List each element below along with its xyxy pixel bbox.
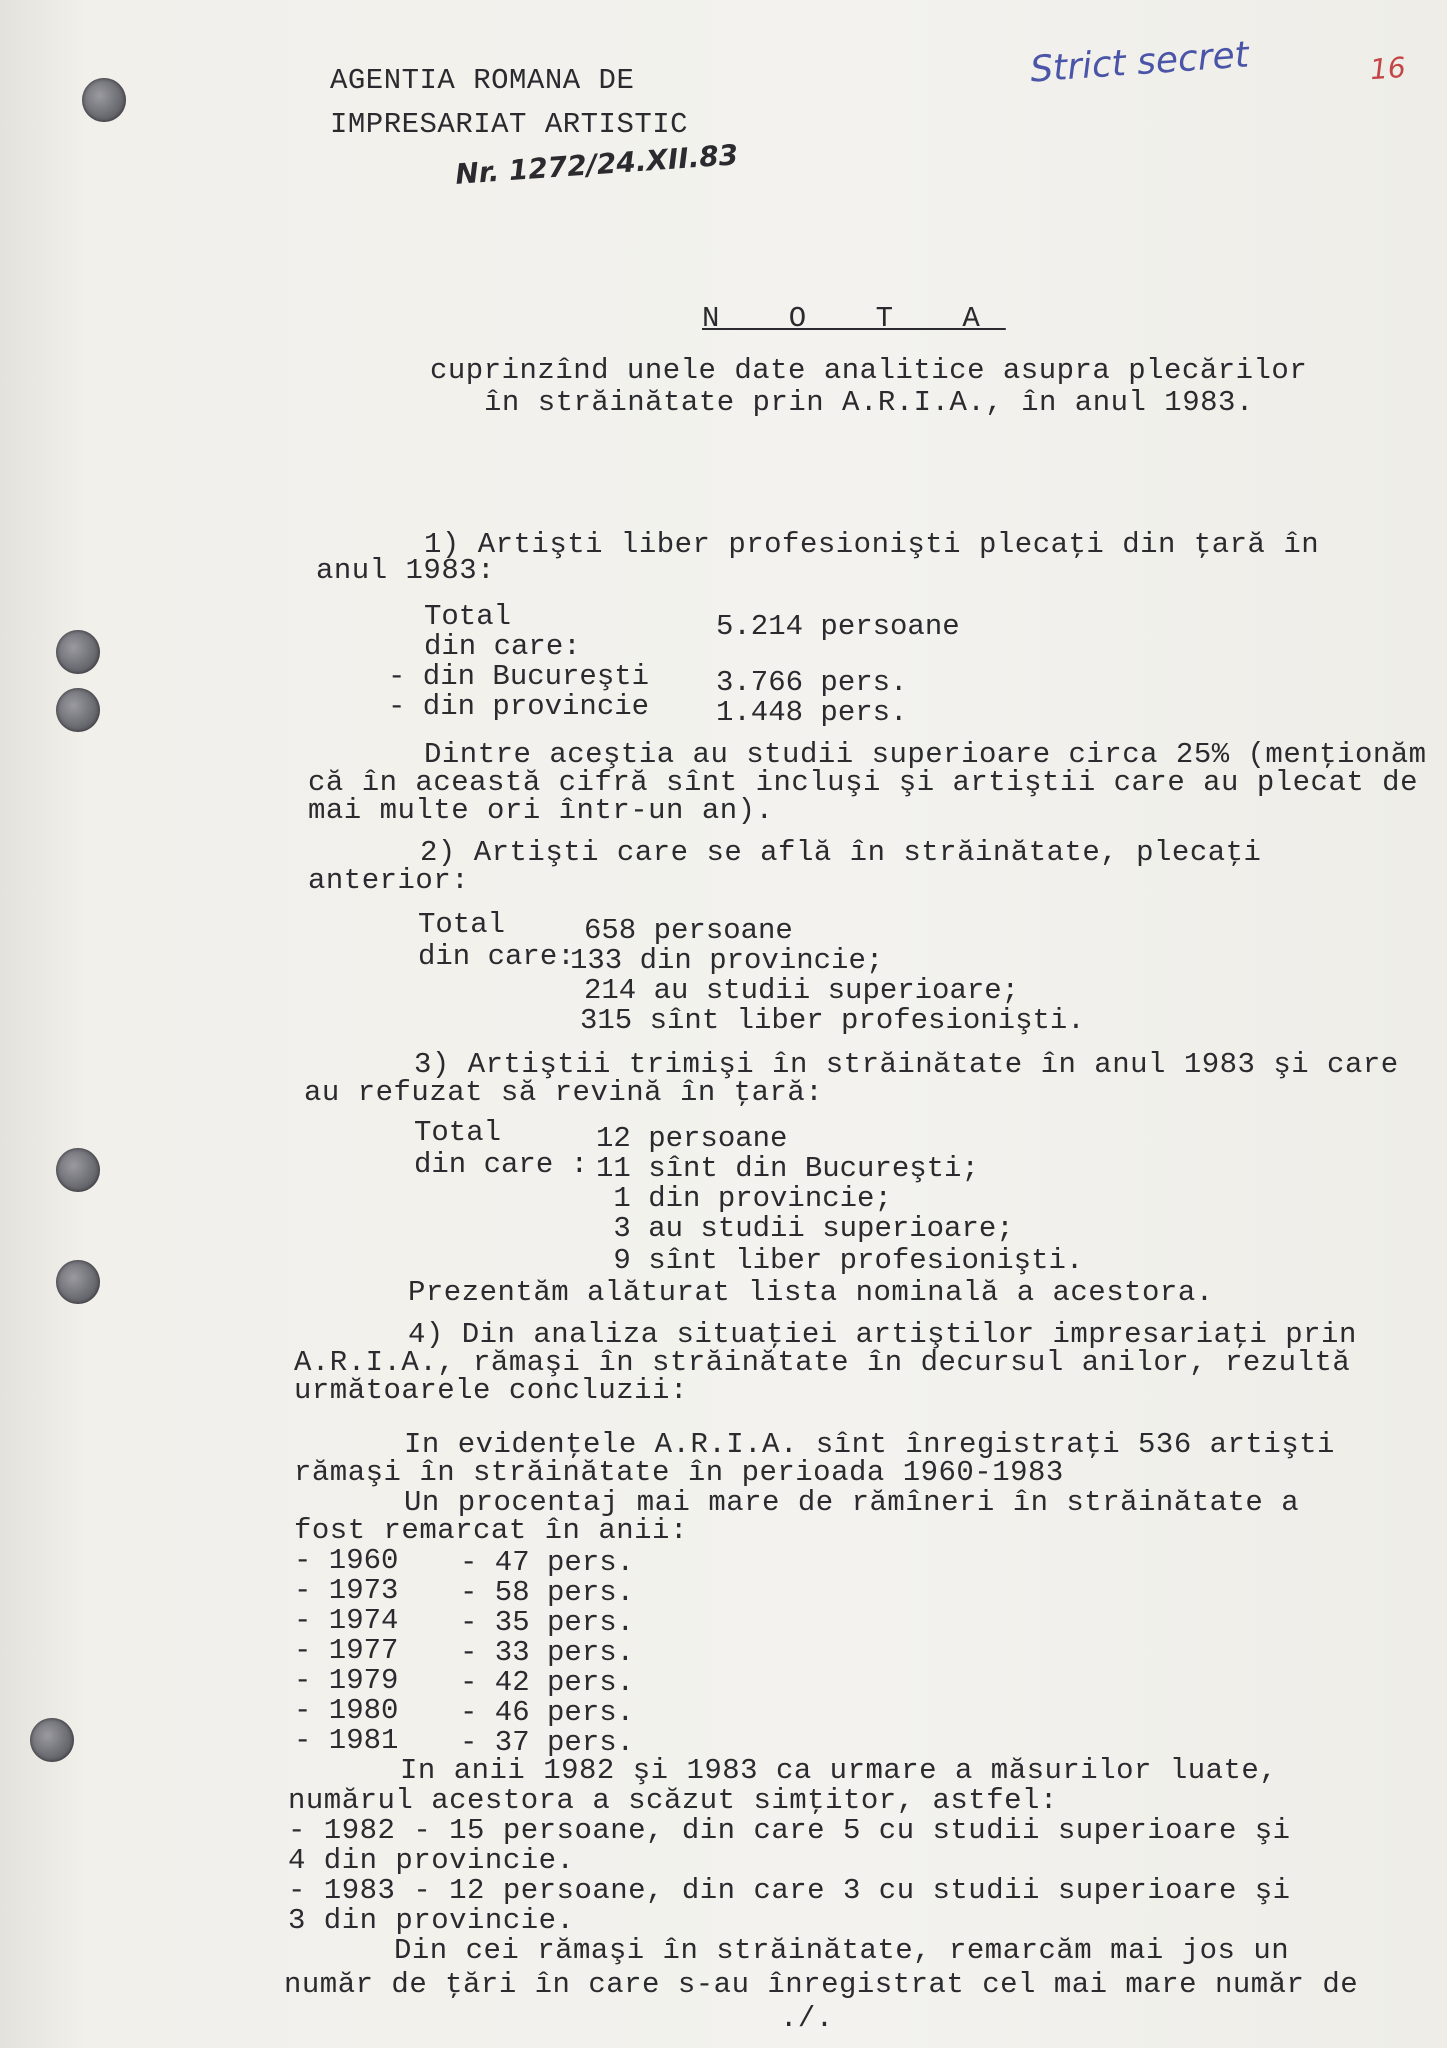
s1-value: 3.766 pers.	[716, 666, 908, 699]
subtitle-line-2: în străinătate prin A.R.I.A., în anul 1983.	[484, 386, 1254, 419]
subtitle-line-1: cuprinzînd unele date analitice asupra plecărilor	[430, 354, 1308, 387]
year-row: - 1979	[294, 1664, 399, 1697]
year-row: - 1980	[294, 1694, 399, 1727]
s1-label: din care:	[424, 630, 581, 663]
punch-hole	[56, 688, 100, 732]
section2-line-1: 2) Artişti care se află în străinătate, plecaţi	[420, 836, 1262, 869]
year-row: - 1974	[294, 1604, 399, 1637]
s4-p1-1: In evidenţele A.R.I.A. sînt înregistraţi 536 artişti	[404, 1428, 1335, 1461]
section1-line-1: 1) Artişti liber profesionişti plecaţi din ţară în	[424, 528, 1320, 561]
s4-p2-2: fost remarcat în anii:	[294, 1514, 688, 1547]
s4-p3-4: 4 din provincie.	[288, 1844, 575, 1877]
s2-value: 133 din provincie;	[570, 944, 884, 977]
punch-hole	[82, 78, 126, 122]
section3-line-1: 3) Artiştii trimişi în străinătate în anul 1983 şi care	[414, 1048, 1399, 1081]
year-row-value: - 58 pers.	[460, 1576, 635, 1609]
section4-line-2: A.R.I.A., rămaşi în străinătate în decursul anilor, rezultă	[294, 1346, 1351, 1379]
punch-hole	[56, 1148, 100, 1192]
year-row-value: - 37 pers.	[460, 1726, 635, 1759]
s3-value: 11 sînt din Bucureşti;	[596, 1152, 979, 1185]
s2-value: 214 au studii superioare;	[584, 974, 1020, 1007]
page-number: 16	[1368, 50, 1407, 87]
org-line-2: IMPRESARIAT ARTISTIC	[330, 108, 689, 141]
year-row: - 1981	[294, 1724, 399, 1757]
s3-value: 1 din provincie;	[596, 1182, 892, 1215]
s3-label: din care :	[414, 1148, 589, 1181]
punch-hole	[56, 630, 100, 674]
s2-label: Total	[418, 908, 506, 941]
s4-p3-6: 3 din provincie.	[288, 1904, 575, 1937]
year-row-value: - 47 pers.	[460, 1546, 635, 1579]
s4-p4-1: Din cei rămaşi în străinătate, remarcăm mai jos un	[394, 1934, 1290, 1967]
continuation-mark: ./.	[780, 2002, 834, 2035]
s2-label: din care:	[418, 940, 575, 973]
s1-value: 5.214 persoane	[716, 610, 960, 643]
s2-value: 658 persoane	[584, 914, 793, 947]
s4-p3-1: In anii 1982 şi 1983 ca urmare a măsurilor luate,	[400, 1754, 1278, 1787]
s3-value: 9 sînt liber profesionişti.	[596, 1244, 1084, 1277]
s4-p3-5: - 1983 - 12 persoane, din care 3 cu studii superioare şi	[288, 1874, 1291, 1907]
s1-label: - din Bucureşti	[388, 660, 650, 693]
s4-p3-3: - 1982 - 15 persoane, din care 5 cu studii superioare şi	[288, 1814, 1291, 1847]
s1-label: Total	[424, 600, 512, 633]
s1-note-2: că în această cifră sînt incluşi şi artiştii care au plecat de	[308, 766, 1418, 799]
punch-hole	[30, 1718, 74, 1762]
section4-line-1: 4) Din analiza situaţiei artiştilor impresariaţi prin	[408, 1318, 1357, 1351]
s4-p1-2: rămaşi în străinătate în perioada 1960-1983	[294, 1456, 1064, 1489]
s3-label: Total	[414, 1116, 502, 1149]
document-title: N O T A	[702, 302, 1006, 335]
year-row: - 1977	[294, 1634, 399, 1667]
year-row: - 1973	[294, 1574, 399, 1607]
s3-value: 3 au studii superioare;	[596, 1212, 1014, 1245]
s4-p3-2: numărul acestora a scăzut simţitor, astfel:	[288, 1784, 1058, 1817]
s1-label: - din provincie	[388, 690, 650, 723]
s3-value: 12 persoane	[596, 1122, 788, 1155]
s1-note-1: Dintre aceştia au studii superioare circa 25% (menţionăm	[424, 738, 1427, 771]
section1-line-2: anul 1983:	[316, 554, 496, 587]
punch-hole	[56, 1260, 100, 1304]
section4-line-3: următoarele concluzii:	[294, 1374, 688, 1407]
section3-line-2: au refuzat să revină în ţară:	[304, 1076, 824, 1109]
year-row-value: - 42 pers.	[460, 1666, 635, 1699]
s2-value: 315 sînt liber profesionişti.	[580, 1004, 1085, 1037]
s1-value: 1.448 pers.	[716, 696, 908, 729]
s4-p2-1: Un procentaj mai mare de rămîneri în străinătate a	[404, 1486, 1300, 1519]
s3-note: Prezentăm alăturat lista nominală a acestora.	[408, 1276, 1214, 1309]
section2-line-2: anterior:	[308, 864, 470, 897]
classification-stamp: Strict secret	[1028, 34, 1251, 91]
s4-p4-2: număr de ţări în care s-au înregistrat cel mai mare număr de	[284, 1968, 1359, 2001]
year-row-value: - 33 pers.	[460, 1636, 635, 1669]
year-row-value: - 46 pers.	[460, 1696, 635, 1729]
s1-note-3: mai multe ori într-un an).	[308, 794, 774, 827]
year-row: - 1960	[294, 1544, 399, 1577]
year-row-value: - 35 pers.	[460, 1606, 635, 1639]
org-line-1: AGENTIA ROMANA DE	[330, 64, 635, 97]
registration-number: Nr. 1272/24.XII.83	[454, 138, 740, 191]
